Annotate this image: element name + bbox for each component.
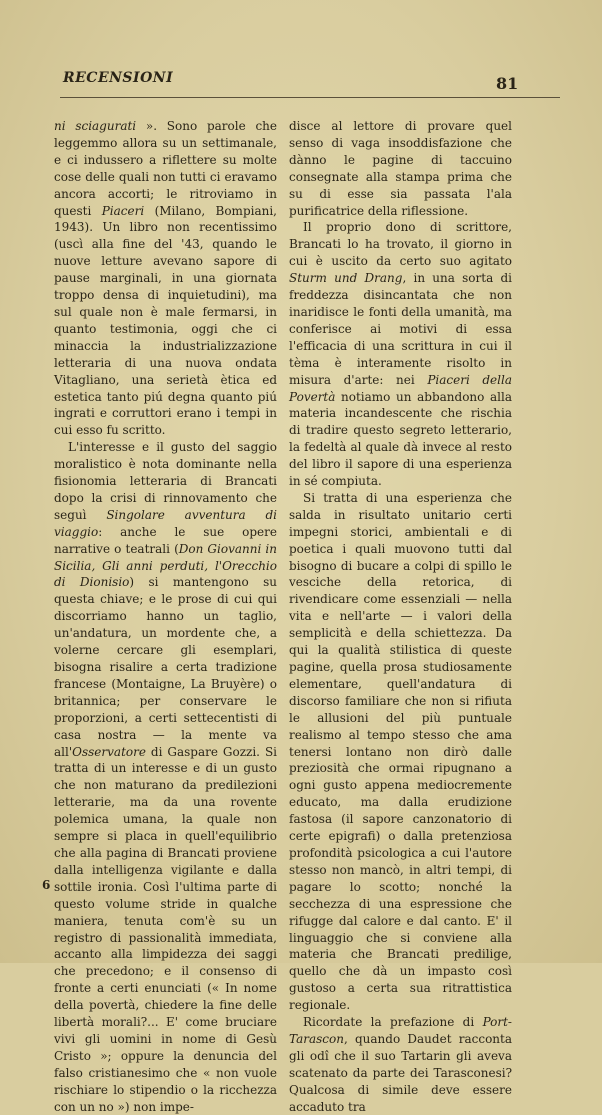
paragraph-text: : anche le sue opere narrative o teatrali ( [54, 524, 277, 556]
paragraph-text: L'interesse e il gusto del saggio moralistico è nota dominante nella fisionomia letteraria di Brancati dopo la crisi di rinnovamento che seguì [54, 440, 277, 522]
paragraph-text: Ricordate la prefazione di [303, 1015, 483, 1030]
paragraph [289, 1014, 512, 1115]
paragraph [54, 439, 277, 1115]
paragraph-text: Il proprio dono di scrittore, Brancati lo ha trovato, il giorno in cui è uscito da certo suo agitato [289, 220, 512, 269]
page-number: 81 [496, 74, 519, 93]
book-title: Osservatore [72, 744, 146, 759]
paragraph-text: (Milano, Bompiani, 1943). Un libro non recentissimo (uscì alla fine del '43, quando le nuove letture avevano sapore di pause marginali, in una giornata troppo densa di inquietudini), ma sul quale non è male fermarsi, in quanto testimonia, oggi che ci minaccia la industrializzazione letteraria di una nuova ondata Vitagliano, una serietà ètica ed estetica tanto piú degna quanto piú ingrati e corruttori erano i tempi in cui esso fu scritto. [54, 203, 277, 438]
book-title: Piaceri della Povertà [289, 372, 512, 404]
book-title: Don Giovanni in Sicilia, Gli anni perduti, l'Orecchio di Dionisio [54, 541, 277, 590]
right-column [289, 118, 512, 1115]
signature-mark: 6 [42, 878, 51, 892]
paragraph [54, 118, 277, 439]
book-title: Port-Tarascon [289, 1015, 512, 1046]
paragraph-text: di Gaspare Gozzi. Si tratta di un interesse e di un gusto che non maturano da predilezioni letterarie, ma da una rovente polemica umana, la quale non sempre si placa in quell'equilibrio che alla pagina di Brancati proviene dalla intelligenza vigilante e dalla sottile ironia. Così l'ultima parte di questo volume stride in qualche maniera, tenuta com'è su un registro di passionalità immediata, accanto alla limpidezza dei saggi che precedono; e il consenso di fronte a certi enunciati (« In nome della povertà, chiedere la fine delle libertà morali?... E' come bruciare vivi gli uomini in nome di Gesù Cristo »; oppure la denuncia del falso cristianesimo che « non vuole rischiare lo stipendio o la ricchezza con un no ») non impe- [54, 744, 277, 1114]
paragraph-text: notiamo un abbandono alla materia incandescente che rischia di tradire questo segreto letterario, la fedeltà al quale dà invece al resto del libro il sapore di una esperienza in sé compiuta. [289, 389, 512, 489]
paragraph-text: , in una sorta di freddezza disincantata che non inaridisce le fonti della umanità, ma conferisce ai motivi di essa l'efficacia di una scrittura in cui il tèma è interamente risolto in misura d'arte: nei [289, 271, 513, 387]
page-header [0, 0, 602, 110]
header-rule [60, 97, 560, 98]
italic-lead: ni sciagurati [54, 119, 137, 133]
paragraph: Si tratta di una esperienza che salda in risultato unitario certi impegni storici, ambientali e di poetica i quali muovono tutti dal bisogno di bucare a colpi di spillo le vesciche della retorica, di rivendicare come essenziali — nella vita e nell'arte — i valori della semplicità e della schiettezza. Da qui la qualità stilistica di queste pagine, quella prosa studiosamente elementare, quell'andatura di discorso familiare che non si rifiuta le allusioni del più puntuale realismo al tempo stesso che ama tenersi lontano non dirò dalle preziosità che ormai ripugnano a ogni gusto appena mediocremente educato, ma dalla erudizione fastosa (il sapore canzonatorio di certe epigrafi) o dalla pretenziosa profondità psicologica a cui l'autore stesso non mancò, in altri tempi, di pagare lo scotto; nonché la secchezza di una espressione che rifugge dal calore e dal canto. E' il linguaggio che si conviene alla materia che Brancati predilige, quello che dà un impasto così gustoso a certa sua ritrattistica regionale. [289, 490, 512, 1013]
running-title: RECENSIONI [63, 70, 174, 86]
book-title: Sturm und Drang [289, 271, 403, 286]
paragraph-text: , quando Daudet racconta gli odî che il suo Tartarin gli aveva scatenato da parte dei Tarasconesi? Qualcosa di simile deve essere accaduto tra [289, 1031, 512, 1114]
paragraph-text: ) si mantengono su questa chiave; e le prose di cui qui discorriamo hanno un taglio, un'andatura, un mordente che, a volerne cercare gli esemplari, bisogna risalire a certa tradizione francese (Montaigne, La Bruyère) o britannica; per conservare le proporzioni, a certi settecentisti di casa nostra — la mente va all' [54, 575, 277, 759]
paragraph [289, 219, 512, 490]
paragraph: disce al lettore di provare quel senso di vaga insoddisfazione che dànno le pagine di taccuino consegnate alla stampa prima che su di esse sia passata l'ala purificatrice della riflessione. [289, 119, 512, 218]
book-title: Singolare avventura di viaggio [54, 507, 277, 539]
paragraph-text: ». Sono parole che leggemmo allora su un settimanale, e ci indussero a riflettere su molte cose delle quali non tutti ci eravamo ancora accorti; le ritroviamo in questi [54, 119, 277, 218]
book-title: Piaceri [101, 203, 145, 218]
left-column [54, 118, 277, 1115]
